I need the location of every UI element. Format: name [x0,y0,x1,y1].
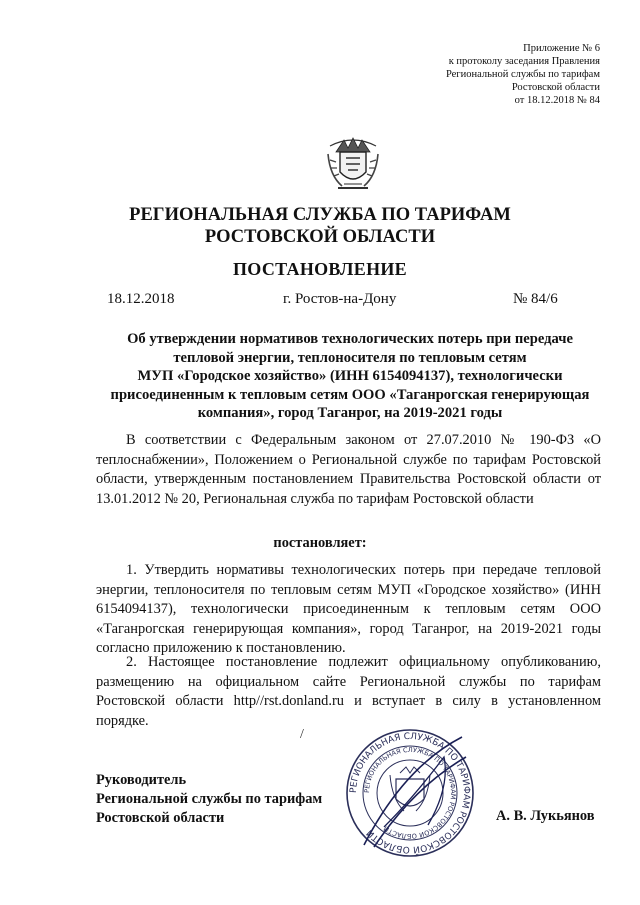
coat-of-arms-emblem [324,132,382,194]
title-line: присоединенным к тепловым сетям ООО «Таганрогская генерирующая [110,386,590,403]
preamble-paragraph: В соответствии с Федеральным законом от 27.07.2010 № 190-ФЗ «О теплоснабжении», Положением о Региональной службе по тарифам Ростовской области, утвержденным постановлением Правительства Ростовской области от 13.01.2012 № 20, Региональная служба по тарифам Ростовской области [96,432,601,507]
org-name-line-1: РЕГИОНАЛЬНАЯ СЛУЖБА ПО ТАРИФАМ [129,205,511,225]
appendix-note [446,42,600,107]
signatory-position: Руководитель [96,772,187,788]
official-seal [344,727,476,859]
appendix-line: Ростовской области [511,82,600,93]
seal-outer-text: РЕГИОНАЛЬНАЯ СЛУЖБА ПО ТАРИФАМ РОСТОВСКОЙ ОБЛАСТИ [348,731,472,855]
appendix-line: от 18.12.2018 № 84 [514,95,600,106]
document-city: г. Ростов-на-Дону [283,291,397,307]
appendix-line: Приложение № 6 [523,43,600,54]
seal-inner-text: РЕГИОНАЛЬНАЯ СЛУЖБА ПО ТАРИФАМ РОСТОВСКОЙ ОБЛАСТИ [362,745,458,841]
document-date: 18.12.2018 [107,291,175,307]
decree-word: постановляет: [273,535,367,551]
signatory-position: Региональной службы по тарифам [96,791,323,807]
document-number: № 84/6 [513,291,558,307]
signatory-name: А. В. Лукьянов [496,808,595,824]
appendix-line: к протоколу заседания Правления [448,56,600,67]
title-line: тепловой энергии, теплоносителя по тепловым сетям [173,349,527,366]
title-line: компания», город Таганрог, на 2019-2021 годы [197,405,503,421]
document-type: ПОСТАНОВЛЕНИЕ [233,259,407,279]
signatory-position: Ростовской области [96,810,225,826]
title-line: Об утверждении нормативов технологических потерь при передаче [127,331,573,347]
signatory-block [96,771,322,828]
appendix-line: Региональной службы по тарифам [445,69,600,80]
clause-2: 2. Настоящее постановление подлежит официальному опубликованию, размещению на официальном сайте Региональной службы по тарифам Ростовской области http//rst.donland.ru и вступает в силу в установленном порядке. [96,654,601,729]
title-line: МУП «Городское хозяйство» (ИНН 6154094137), технологически [137,368,563,384]
org-name-line-2: РОСТОВСКОЙ ОБЛАСТИ [204,227,436,247]
pen-mark: / [300,727,304,742]
document-title [100,330,600,423]
clause-1: 1. Утвердить нормативы технологических потерь при передаче тепловой энергии, теплоносителя по тепловым сетям МУП «Городское хозяйство» (ИНН 6154094137), технологически присоединенным к тепловым сетям ООО «Таганрогская генерирующая компания», город Таганрог, на 2019-2021 годы согласно приложению к постановлению. [96,562,601,656]
